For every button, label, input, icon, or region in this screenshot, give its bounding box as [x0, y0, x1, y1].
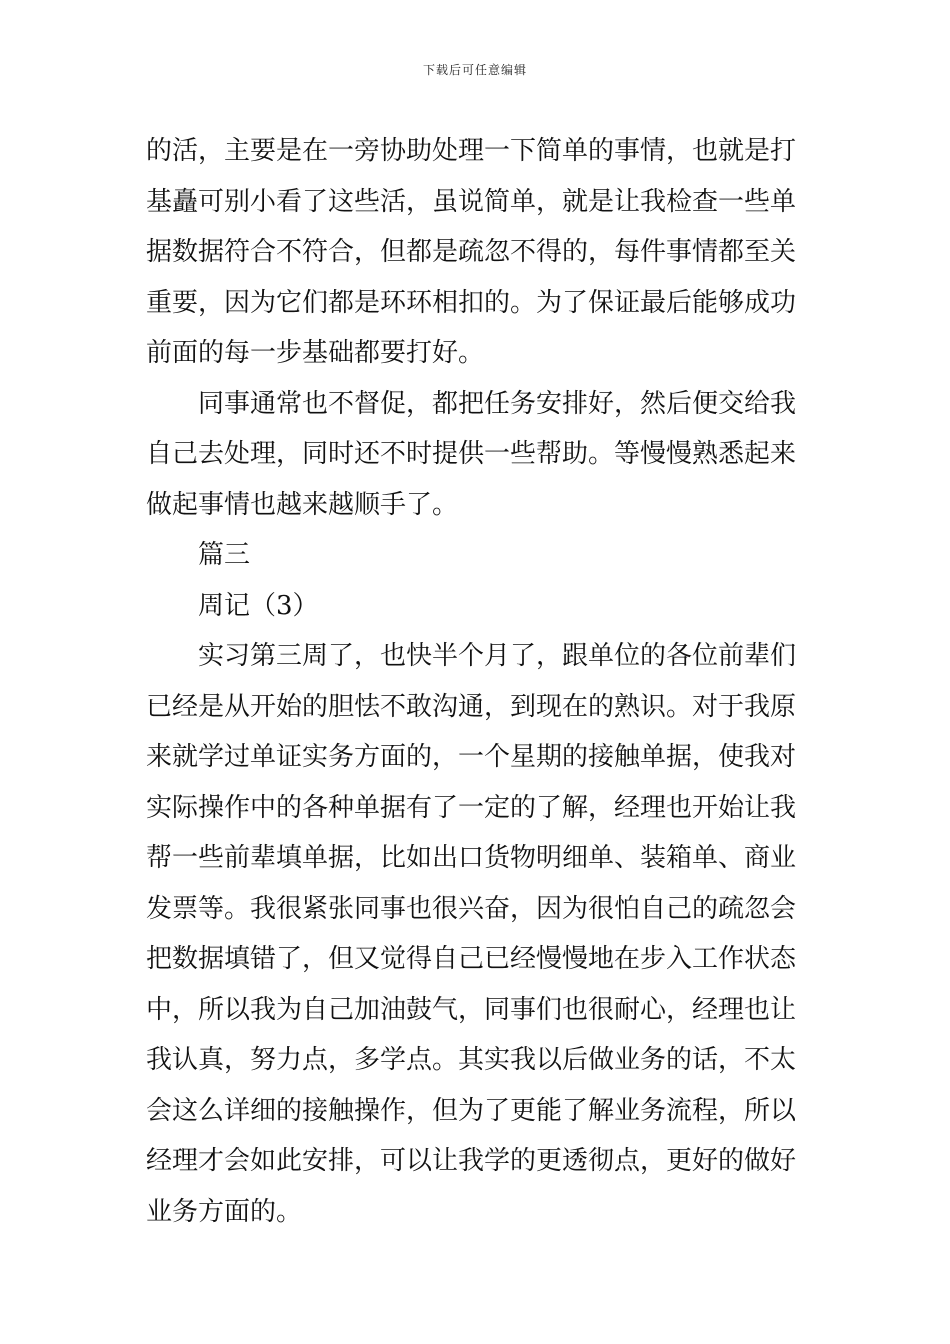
- text-line: 已经是从开始的胆怯不敢沟通，到现在的熟识。对于我原: [146, 691, 797, 722]
- text-line: 帮一些前辈填单据，比如出口货物明细单、装箱单、商业: [146, 843, 797, 873]
- text-line: 来就学过单证实务方面的，一个星期的接触单据，使我对: [146, 742, 797, 772]
- text-line: 实习第三周了，也快半个月了，跟单位的各位前辈们: [198, 641, 797, 671]
- paragraph: [146, 631, 806, 1237]
- text-line: 重要，因为它们都是环环相扣的。为了保证最后能够成功: [146, 287, 797, 318]
- text-line: 经理才会如此安排，可以让我学的更透彻点，更好的做好: [146, 1146, 797, 1176]
- text-line: 同事通常也不督促，都把任务安排好，然后便交给我: [198, 388, 797, 419]
- paragraph: [146, 126, 806, 379]
- text-line: 把数据填错了，但又觉得自己已经慢慢地在步入工作状态: [146, 944, 797, 974]
- text-line: 做起事情也越来越顺手了。: [146, 489, 459, 520]
- text-line: 前面的每一步基础都要打好。: [146, 338, 485, 368]
- text-line: 中，所以我为自己加油鼓气，同事们也很耐心，经理也让: [146, 994, 797, 1025]
- text-line: 发票等。我很紧张同事也很兴奋，因为很怕自己的疏忽会: [146, 893, 797, 924]
- paragraph: [146, 379, 806, 531]
- entry-heading: [146, 581, 806, 632]
- text-line: 实际操作中的各种单据有了一定的了解，经理也开始让我: [146, 792, 797, 823]
- section-title: 篇三: [198, 540, 251, 570]
- text-line: 据数据符合不符合，但都是疏忽不得的，每件事情都至关: [146, 237, 797, 267]
- page-header: 下载后可任意编辑: [422, 63, 527, 77]
- text-line: 基矗可别小看了这些活，虽说简单，就是让我检查一些单: [146, 186, 797, 217]
- text-line: 会这么详细的接触操作，但为了更能了解业务流程，所以: [146, 1095, 797, 1126]
- text-line: 我认真，努力点，多学点。其实我以后做业务的话，不太: [146, 1045, 797, 1075]
- entry-title: 周记（3）: [198, 590, 319, 621]
- text-line: 业务方面的。: [146, 1196, 303, 1227]
- document-body: [146, 126, 806, 1237]
- text-line: 自己去处理，同时还不时提供一些帮助。等慢慢熟悉起来: [146, 439, 797, 469]
- text-line: 的活，主要是在一旁协助处理一下简单的事情，也就是打: [146, 136, 797, 166]
- section-heading: [146, 530, 806, 581]
